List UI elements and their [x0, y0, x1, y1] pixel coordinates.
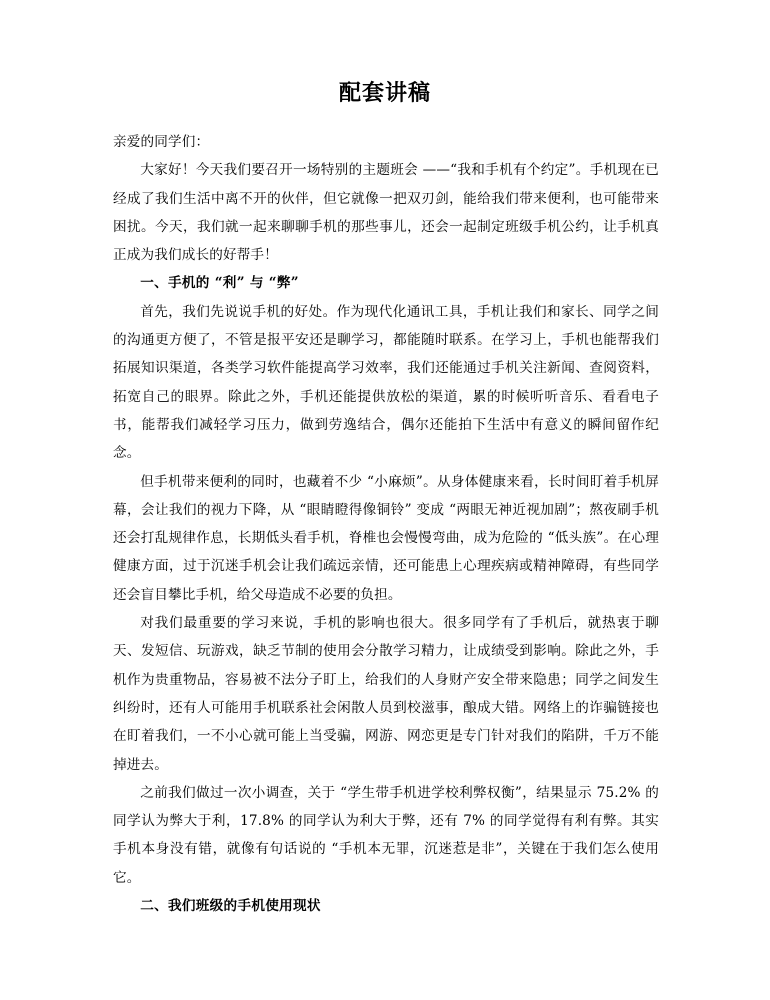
page-title: 配套讲稿 — [338, 80, 431, 106]
body-paragraph: 但手机带来便利的同时，也藏着不少 “小麻烦”。从身体健康来看，长时间盯着手机屏幕，会让我们的视力下降，从 “眼睛瞪得像铜铃” 变成 “两眼无神近视加剧”；熬夜刷手机还会打乱规律作息，长期低头看手机，脊椎也会慢慢弯曲，成为危险的 “低头族”。在心理健康方面，过于沉迷手机会让我们疏远亲情，还可能患上心理疾病或精神障碍，有些同学还会盲目攀比手机，给父母造成不必要的负担。 — [113, 473, 659, 603]
body-paragraph: 对我们最重要的学习来说，手机的影响也很大。很多同学有了手机后，就热衷于聊天、发短信、玩游戏，缺乏节制的使用会分散学习精力，让成绩受到影响。除此之外，手机作为贵重物品，容易被不法分子盯上，给我们的人身财产安全带来隐患；同学之间发生纠纷时，还有人可能用手机联系社会闲散人员到校滋事，酿成大错。网络上的诈骗链接也在盯着我们，一不小心就可能上当受骗，网游、网恋更是专门针对我们的陷阱，千万不能掉进去。 — [113, 615, 659, 773]
body-paragraph: 大家好！今天我们要召开一场特别的主题班会 ——“我和手机有个约定”。手机现在已经成了我们生活中离不开的伙伴，但它就像一把双刃剑，能给我们带来便利，也可能带来困扰。今天，我们就一起来聊聊手机的那些事儿，还会一起制定班级手机公约，让手机真正成为我们成长的好帮手！ — [113, 162, 659, 264]
section-heading: 二、我们班级的手机使用现状 — [140, 898, 321, 915]
body-paragraph: 首先，我们先说说手机的好处。作为现代化通讯工具，手机让我们和家长、同学之间的沟通更方便了，不管是报平安还是聊学习，都能随时联系。在学习上，手机也能帮我们拓展知识渠道，各类学习软件能提高学习效率，我们还能通过手机关注新闻、查阅资料，拓宽自己的眼界。除此之外，手机还能提供放松的渠道，累的时候听听音乐、看看电子书，能帮我们减轻学习压力，做到劳逸结合，偶尔还能拍下生活中有意义的瞬间留作纪念。 — [113, 303, 659, 462]
body-paragraph: 之前我们做过一次小调查，关于 “学生带手机进学校利弊权衡”，结果显示 75.2% 的同学认为弊大于利，17.8% 的同学认为利大于弊，还有 7% 的同学觉得有利有弊。其实手机本身没有错，就像有句话说的 “手机本无罪，沉迷惹是非”，关键在于我们怎么使用它。 — [113, 784, 659, 886]
section-heading: 一、手机的 “利” 与 “弊” — [140, 275, 299, 292]
document-body — [113, 128, 659, 920]
body-paragraph: 亲爱的同学们： — [113, 134, 210, 150]
